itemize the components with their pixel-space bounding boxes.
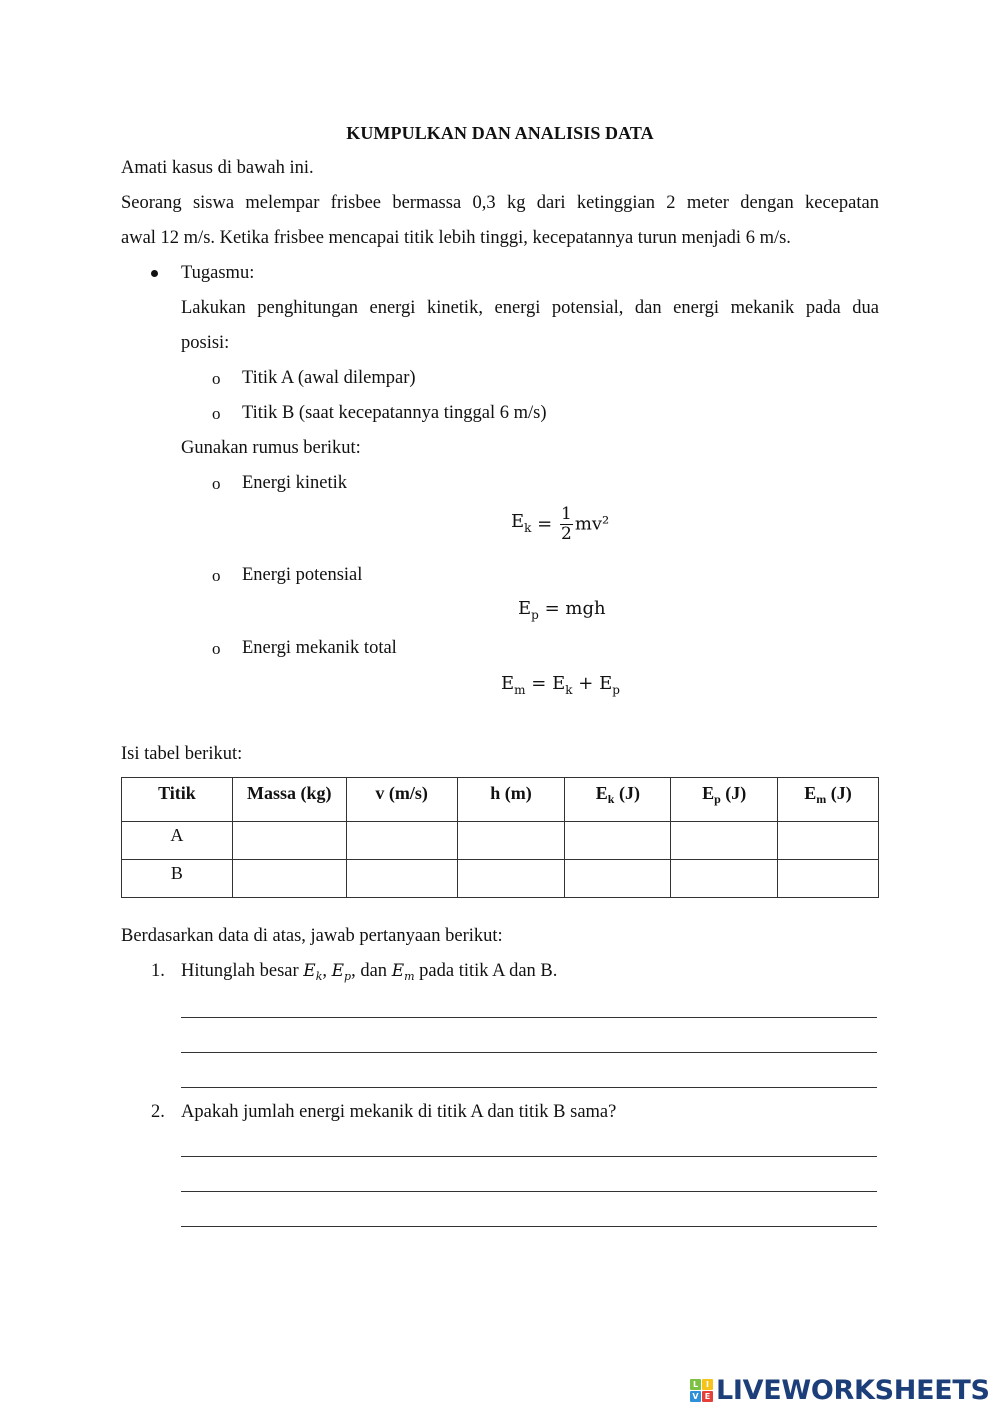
case-text-line-1: Seorang siswa melempar frisbee bermassa 0,3 kg dari ketinggian 2 meter dengan kecepatan xyxy=(121,193,879,213)
questions-intro: Berdasarkan data di atas, jawab pertanyaan berikut: xyxy=(121,926,503,946)
cell-ek-input[interactable] xyxy=(565,822,671,860)
header-ep: $E_p$ (J) xyxy=(671,778,778,822)
cell-ep-input[interactable] xyxy=(671,822,778,860)
circle-bullet-icon: o xyxy=(212,566,221,585)
cell-massa-input[interactable] xyxy=(232,860,346,898)
question-2-text: Apakah jumlah energi mekanik di titik A dan titik B sama? xyxy=(181,1102,617,1122)
cell-height-input[interactable] xyxy=(457,860,565,898)
cell-em-input[interactable] xyxy=(778,860,879,898)
point-b-item: Titik B (saat kecepatannya tinggal 6 m/s) xyxy=(242,403,547,423)
task-description-line-2: posisi: xyxy=(181,333,230,353)
table-row xyxy=(122,860,879,898)
formula-potential: $E_p$ = mgh xyxy=(518,598,606,622)
cell-ep-input[interactable] xyxy=(671,860,778,898)
cell-velocity-input[interactable] xyxy=(346,860,457,898)
live-squares-icon: L I V E xyxy=(690,1379,713,1402)
cell-velocity-input[interactable] xyxy=(346,822,457,860)
task-label: Tugasmu: xyxy=(181,263,255,283)
bullet-icon xyxy=(151,270,158,277)
answer-line[interactable] xyxy=(181,1087,877,1088)
table-intro: Isi tabel berikut: xyxy=(121,744,243,764)
formula-kinetic: $E_k$ = $\frac{1}{2}$ mv² xyxy=(511,504,610,544)
case-text-line-2: awal 12 m/s. Ketika frisbee mencapai titik lebih tinggi, kecepatannya turun menjadi 6 m/s. xyxy=(121,228,791,248)
header-ek: $E_k$ (J) xyxy=(565,778,671,822)
answer-line[interactable] xyxy=(181,1156,877,1157)
liveworksheets-logo xyxy=(690,1375,990,1405)
table-row xyxy=(122,822,879,860)
task-description-line-1: Lakukan penghitungan energi kinetik, energi potensial, dan energi mekanik pada dua xyxy=(181,298,879,318)
point-a-item: Titik A (awal dilempar) xyxy=(242,368,416,388)
header-height: h (m) xyxy=(457,778,565,822)
circle-bullet-icon: o xyxy=(212,369,221,388)
question-number: 1. xyxy=(151,961,165,981)
cell-titik: B xyxy=(122,860,233,898)
formula-intro: Gunakan rumus berikut: xyxy=(181,438,361,458)
circle-bullet-icon: o xyxy=(212,639,221,658)
header-massa: Massa (kg) xyxy=(232,778,346,822)
cell-ek-input[interactable] xyxy=(565,860,671,898)
page-title: KUMPULKAN DAN ANALISIS DATA xyxy=(346,123,654,143)
formula-label-potential: Energi potensial xyxy=(242,565,363,585)
header-velocity: v (m/s) xyxy=(346,778,457,822)
cell-massa-input[interactable] xyxy=(232,822,346,860)
cell-height-input[interactable] xyxy=(457,822,565,860)
intro-text: Amati kasus di bawah ini. xyxy=(121,158,314,178)
formula-label-kinetic: Energi kinetik xyxy=(242,473,347,493)
answer-line[interactable] xyxy=(181,1017,877,1018)
formula-label-mechanical: Energi mekanik total xyxy=(242,638,397,658)
cell-titik: A xyxy=(122,822,233,860)
energy-table xyxy=(121,777,879,898)
logo-wordmark: LIVEWORKSHEETS xyxy=(716,1374,990,1406)
answer-line[interactable] xyxy=(181,1052,877,1053)
question-1-text: Hitunglah besar $E_k$, $E_p$, dan $E_m$ pada titik A dan B. xyxy=(181,961,558,983)
answer-line[interactable] xyxy=(181,1226,877,1227)
answer-line[interactable] xyxy=(181,1191,877,1192)
header-titik: Titik xyxy=(122,778,233,822)
circle-bullet-icon: o xyxy=(212,474,221,493)
header-em: $E_m$ (J) xyxy=(778,778,879,822)
cell-em-input[interactable] xyxy=(778,822,879,860)
question-number: 2. xyxy=(151,1102,165,1122)
table-header-row xyxy=(122,778,879,822)
circle-bullet-icon: o xyxy=(212,404,221,423)
formula-mechanical: $E_m = E_k + E_p$ xyxy=(501,673,620,697)
